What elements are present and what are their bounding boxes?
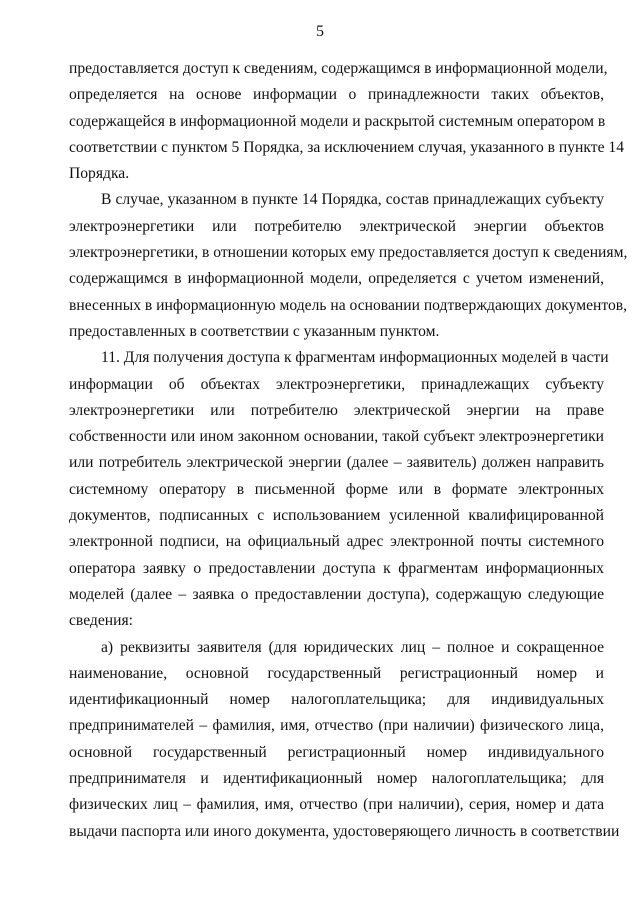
text-line: основной государственный регистрационный номер индивидуального bbox=[69, 743, 604, 761]
text-line: информации об объектах электроэнергетики, принадлежащих субъекту bbox=[69, 375, 604, 393]
text-line: В случае, указанном в пункте 14 Порядка, состав принадлежащих субъекту bbox=[101, 191, 604, 209]
text-line: содержащейся в информационной модели и раскрытой системным оператором в bbox=[69, 112, 606, 130]
paragraph-3 bbox=[69, 345, 609, 634]
text-line: предоставленных в соответствии с указанным пунктом. bbox=[69, 322, 440, 340]
text-line: или потребитель электрической энергии (далее – заявитель) должен направить bbox=[69, 454, 604, 472]
text-line: предпринимателей – фамилия, имя, отчество (при наличии) физического лица, bbox=[69, 717, 604, 735]
text-line: идентификационный номер налогоплательщика; для индивидуальных bbox=[69, 691, 604, 709]
text-line: предпринимателя и идентификационный номер налогоплательщика; для bbox=[69, 770, 604, 788]
text-line: моделей (далее – заявка о предоставлении доступа), содержащую следующие bbox=[69, 585, 604, 603]
text-line: документов, подписанных с использованием усиленной квалифицированной bbox=[69, 507, 604, 525]
paragraph-2 bbox=[69, 187, 628, 345]
text-line: электроэнергетики или потребителю электрической энергии на праве bbox=[69, 401, 604, 419]
text-line: выдачи паспорта или иного документа, удостоверяющего личность в соответствии bbox=[69, 822, 620, 840]
text-line: наименование, основной государственный регистрационный номер и bbox=[69, 664, 604, 682]
text-line: 11. Для получения доступа к фрагментам информационных моделей в части bbox=[101, 349, 609, 367]
text-line: собственности или ином законном основании, такой субъект электроэнергетики bbox=[69, 428, 604, 446]
text-line: соответствии с пунктом 5 Порядка, за исключением случая, указанного в пункте 14 bbox=[69, 138, 624, 156]
text-line: электронной подписи, на официальный адрес электронной почты системного bbox=[69, 533, 604, 551]
text-line: электроэнергетики, в отношении которых ему предоставляется доступ к сведениям, bbox=[69, 244, 628, 262]
text-line: электроэнергетики или потребителю электрической энергии объектов bbox=[69, 217, 604, 235]
text-line: оператора заявку о предоставлении доступа к фрагментам информационных bbox=[69, 559, 604, 577]
text-line: сведения: bbox=[69, 612, 133, 630]
document-body bbox=[69, 56, 628, 845]
page-number: 5 bbox=[316, 23, 324, 40]
text-line: а) реквизиты заявителя (для юридических лиц – полное и сокращенное bbox=[101, 638, 604, 656]
text-line: определяется на основе информации о принадлежности таких объектов, bbox=[69, 86, 604, 104]
text-line: Порядка. bbox=[69, 165, 130, 183]
paragraph-1 bbox=[69, 56, 624, 187]
text-line: физических лиц – фамилия, имя, отчество (при наличии), серия, номер и дата bbox=[69, 796, 604, 814]
text-line: внесенных в информационную модель на основании подтверждающих документов, bbox=[69, 296, 628, 314]
text-line: предоставляется доступ к сведениям, содержащимся в информационной модели, bbox=[69, 60, 608, 77]
paragraph-4 bbox=[69, 635, 620, 845]
text-line: системному оператору в письменной форме или в формате электронных bbox=[69, 480, 604, 498]
text-line: содержащимся в информационной модели, определяется с учетом изменений, bbox=[69, 270, 604, 288]
